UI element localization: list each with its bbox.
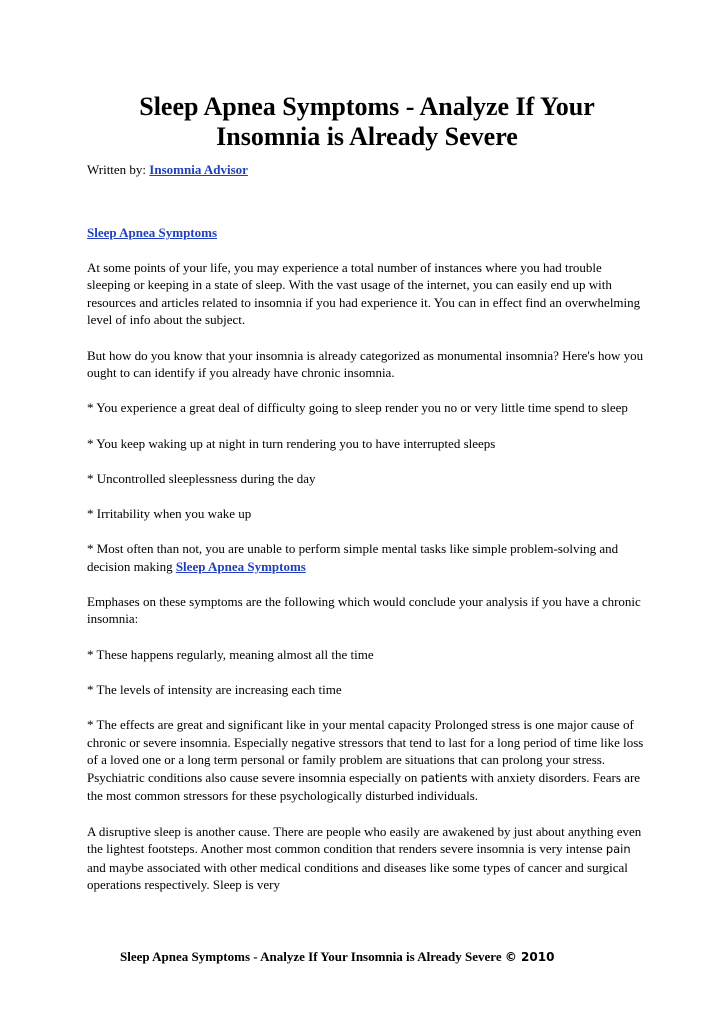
- list-item-symptom-5: [87, 540, 647, 575]
- list-item-symptom-2: * You keep waking up at night in turn rendering you to have interrupted sleeps: [87, 435, 496, 451]
- list-item-criteria-3: [87, 716, 647, 805]
- paragraph-emphases: Emphases on these symptoms are the following which would conclude your analysis if you have a chronic insomnia:: [87, 593, 641, 627]
- list-item-criteria-1: * These happens regularly, meaning almost all the time: [87, 646, 374, 662]
- disruptive-sleep-word: pain: [605, 842, 631, 857]
- footer-copyright: © 2010: [504, 950, 555, 964]
- list-item-symptom-1: * You experience a great deal of difficulty going to sleep render you no or very little time spend to sleep: [87, 400, 628, 416]
- footer-title: Sleep Apnea Symptoms - Analyze If Your Insomnia is Already Severe: [120, 949, 502, 964]
- list-item-symptom-4: * Irritability when you wake up: [87, 505, 252, 521]
- paragraph-intro: At some points of your life, you may experience a total number of instances where you had trouble sleeping or keeping in a state of sleep. With the vast usage of the internet, you can easily end up with resources and articles related to insomnia if you had experience it. You can in effect find an overwhelming level of info about the subject.: [87, 259, 641, 328]
- criteria-3-text-b: with anxiety disorders. Fears are the most common stressors for these psychologically disturbed individuals.: [87, 769, 641, 804]
- byline: [87, 161, 647, 178]
- page-title: Sleep Apnea Symptoms - Analyze If Your Insomnia is Already Severe: [139, 92, 595, 151]
- paragraph-question: But how do you know that your insomnia is already categorized as monumental insomnia? Here's how you ought to can identify if you already have chronic insomnia.: [87, 347, 644, 381]
- paragraph-disruptive-sleep: [87, 823, 647, 894]
- disruptive-sleep-text-a: A disruptive sleep is another cause. There are people who easily are awakened by just about anything even the lightest footsteps. Another most common condition that renders severe insomnia is very intense: [87, 823, 642, 857]
- list-item-symptom-5-text: * Most often than not, you are unable to perform simple mental tasks like simple problem-solving and decision making: [87, 541, 619, 574]
- criteria-3-word: patients: [420, 770, 468, 785]
- disruptive-sleep-text-b: and maybe associated with other medical conditions and diseases like some types of cancer and surgical operations respectively. Sleep is very: [87, 859, 628, 893]
- criteria-3-text-a: * The effects are great and significant like in your mental capacity Prolonged stress is one major cause of chronic or severe insomnia. Especially negative stressors that tend to last for a long period of time like loss of a loved one or a long term personal or family problem are situations that can prolong your stress. Psychiatric conditions also cause severe insomnia especially on: [87, 717, 644, 785]
- inline-link-sleep-apnea-symptoms[interactable]: Sleep Apnea Symptoms: [175, 558, 306, 574]
- author-link[interactable]: Insomnia Advisor: [149, 162, 248, 177]
- list-item-symptom-3: * Uncontrolled sleeplessness during the day: [87, 470, 316, 486]
- byline-label: Written by:: [87, 162, 147, 177]
- section-link-sleep-apnea-symptoms[interactable]: Sleep Apnea Symptoms: [87, 225, 218, 240]
- document-page: [87, 92, 647, 894]
- page-footer: [120, 948, 620, 966]
- list-item-criteria-2: * The levels of intensity are increasing each time: [87, 681, 342, 697]
